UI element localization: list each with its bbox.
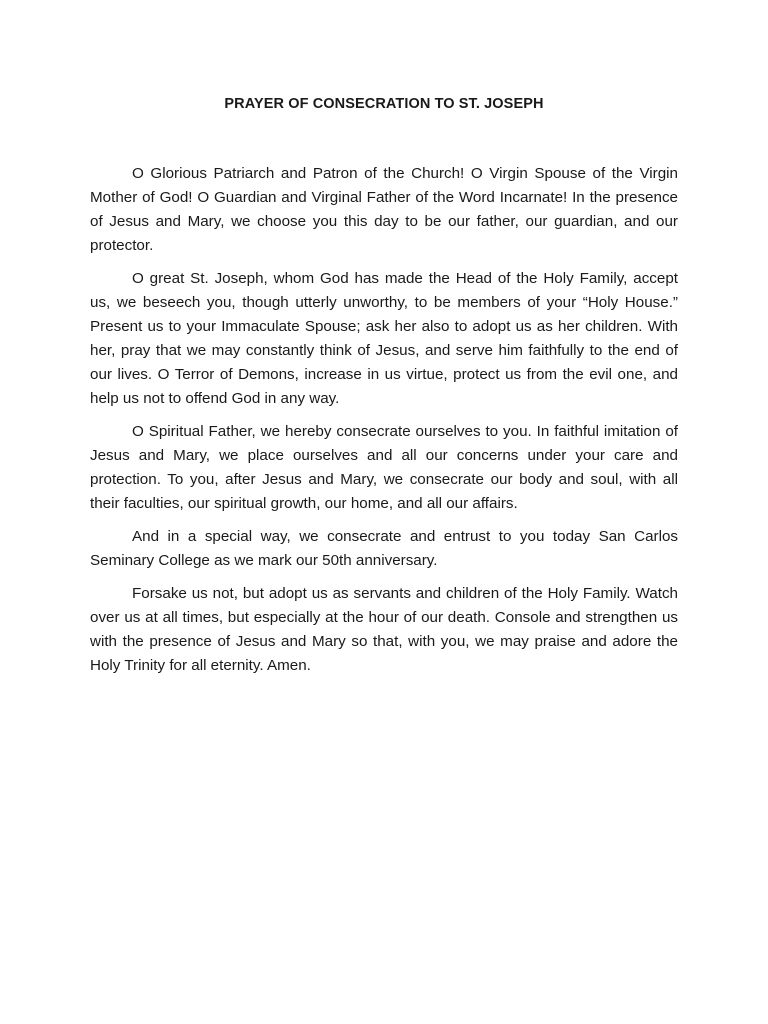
document-page <box>90 92 678 687</box>
paragraph-1: O Glorious Patriarch and Patron of the Church! O Virgin Spouse of the Virgin Mother of God! O Guardian and Virginal Father of the Word Incarnate! In the presence of Jesus and Mary, we choose you this day to be our father, our guardian, and our protector. <box>90 165 678 254</box>
paragraph-5: Forsake us not, but adopt us as servants and children of the Holy Family. Watch over us at all times, but especially at the hour of our death. Console and strengthen us with the presence of Jesus and Mary so that, with you, we may praise and adore the Holy Trinity for all eternity. Amen. <box>90 585 678 674</box>
paragraph-3: O Spiritual Father, we hereby consecrate ourselves to you. In faithful imitation of Jesus and Mary, we place ourselves and all our concerns under your care and protection. To you, after Jesus and Mary, we consecrate our body and soul, with all their faculties, our spiritual growth, our home, and all our affairs. <box>90 423 678 512</box>
paragraph-4: And in a special way, we consecrate and entrust to you today San Carlos Seminary College as we mark our 50th anniversary. <box>90 528 678 569</box>
paragraph-2: O great St. Joseph, whom God has made the Head of the Holy Family, accept us, we beseech you, though utterly unworthy, to be members of your “Holy House.” Present us to your Immaculate Spouse; ask her also to adopt us as her children. With her, pray that we may constantly think of Jesus, and serve him faithfully to the end of our lives. O Terror of Demons, increase in us virtue, protect us from the evil one, and help us not to offend God in any way. <box>90 270 678 407</box>
document-title: PRAYER OF CONSECRATION TO ST. JOSEPH <box>224 96 544 112</box>
